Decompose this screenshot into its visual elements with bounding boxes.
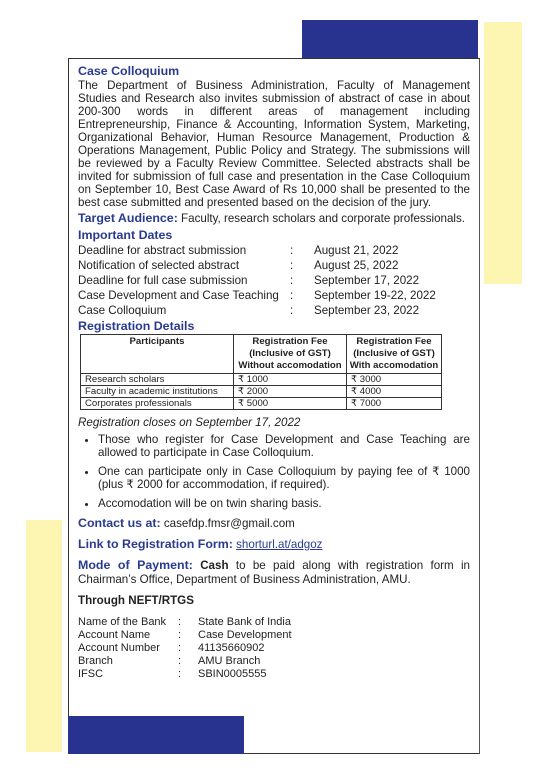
document-content [78,64,470,681]
date-row [78,288,470,303]
bank-value: AMU Branch [198,655,261,667]
contact-label: Contact us at: [78,516,161,530]
cell-fee-without: ₹ 5000 [234,398,347,410]
cell-fee-without: ₹ 1000 [234,374,347,386]
target-audience-text: Faculty, research scholars and corporate professionals. [177,212,466,225]
decorative-navy-bar-top [302,20,478,58]
registration-fee-table [80,334,442,410]
target-audience [78,211,470,226]
column-header-fee-with: Registration Fee (Inclusive of GST) With accomodation [347,335,442,374]
bank-separator: : [178,642,182,654]
cell-fee-with: ₹ 3000 [347,374,442,386]
decorative-yellow-bar-left [26,520,62,752]
cell-fee-without: ₹ 2000 [234,386,347,398]
bank-label: IFSC [78,668,104,680]
decorative-navy-bar-bottom [68,716,244,754]
contact-line [78,516,470,531]
bank-label: Name of the Bank [78,616,167,628]
list-item: • One can participate only in Case Colloquium by paying fee of ₹ 1000 (plus ₹ 2000 for accommodation, if required). [98,465,470,491]
date-label: Case Colloquium [78,304,167,317]
payment-mode [78,558,470,586]
case-colloquium-body: The Department of Business Administration, Faculty of Management Studies and Research also invites submission of abstract of case in about 200-300 words in different areas of management including Entrepreneurship, Finance & Accounting, Information System, Marketing, Organizational Behavior, Human Resource Management, Production & Operations Management, Public Policy and Strategy. The submissions will be reviewed by a Faculty Review Committee. Selected abstracts shall be invited for submission of full case and presentation in the Case Colloquium on September 10, Best Case Award of Rs 10,000 shall be presented to the best case submitted and presented based on the decision of the jury. [78,79,470,209]
table-row [81,386,442,398]
cell-fee-with: ₹ 7000 [347,398,442,410]
registration-notes [78,433,470,510]
date-label: Notification of selected abstract [78,259,240,272]
cell-participant: Research scholars [81,374,234,386]
bank-separator: : [178,629,182,641]
decorative-yellow-bar-right [484,22,522,284]
bank-row [78,668,470,681]
neft-heading: Through NEFT/RTGS [78,594,194,607]
date-value: August 21, 2022 [314,244,399,257]
bank-value: Case Development [198,629,292,641]
bank-separator: : [178,655,182,667]
registration-heading: Registration Details [78,319,195,333]
payment-method: Cash [200,559,229,572]
date-separator: : [290,289,294,302]
date-row [78,273,470,288]
date-row [78,258,470,273]
date-separator: : [290,259,294,272]
bank-separator: : [178,668,182,680]
date-label: Case Development and Case Teaching [78,289,279,302]
bank-value: SBIN0005555 [198,668,267,680]
contact-email[interactable]: casefdp.fmsr@gmail.com [163,517,295,530]
date-separator: : [290,274,294,287]
payment-label: Mode of Payment: [78,558,193,572]
bank-label: Account Number [78,642,160,654]
registration-form-link[interactable]: shorturl.at/adgoz [236,538,323,551]
bank-value: State Bank of India [198,616,291,628]
date-separator: : [290,304,294,317]
bank-details [78,616,470,681]
bank-label: Account Name [78,629,151,641]
cell-fee-with: ₹ 4000 [347,386,442,398]
important-dates-heading: Important Dates [78,228,173,242]
target-audience-label: Target Audience: [78,211,178,225]
bank-row [78,642,470,655]
date-row [78,303,470,318]
registration-link-line [78,537,470,552]
table-header-row [81,335,442,374]
list-item: • Those who register for Case Development and Case Teaching are allowed to participate in Case Colloquium. [98,433,470,459]
bank-label: Branch [78,655,113,667]
bank-value: 41135660902 [198,642,265,654]
bank-row [78,629,470,642]
date-separator: : [290,244,294,257]
date-label: Deadline for abstract submission [78,244,247,257]
bank-row [78,655,470,668]
column-header-participants: Participants [81,335,234,374]
date-value: September 19-22, 2022 [314,289,436,302]
column-header-fee-without: Registration Fee (Inclusive of GST) Without accomodation [234,335,347,374]
bank-separator: : [178,616,182,628]
cell-participant: Faculty in academic institutions [81,386,234,398]
important-dates-list [78,243,470,318]
registration-closes: Registration closes on September 17, 2022 [78,416,301,429]
date-row [78,243,470,258]
date-label: Deadline for full case submission [78,274,248,287]
cell-participant: Corporates professionals [81,398,234,410]
date-value: September 23, 2022 [314,304,420,317]
case-colloquium-heading: Case Colloquium [78,64,180,78]
registration-link-label: Link to Registration Form: [78,537,233,551]
date-value: September 17, 2022 [314,274,420,287]
bank-row [78,616,470,629]
table-row [81,398,442,410]
list-item: • Accomodation will be on twin sharing basis. [98,497,470,510]
date-value: August 25, 2022 [314,259,399,272]
payment-text: to be paid along with registration form in Chairman’s Office, Department of Business Administration, AMU. [78,559,470,586]
table-row [81,374,442,386]
